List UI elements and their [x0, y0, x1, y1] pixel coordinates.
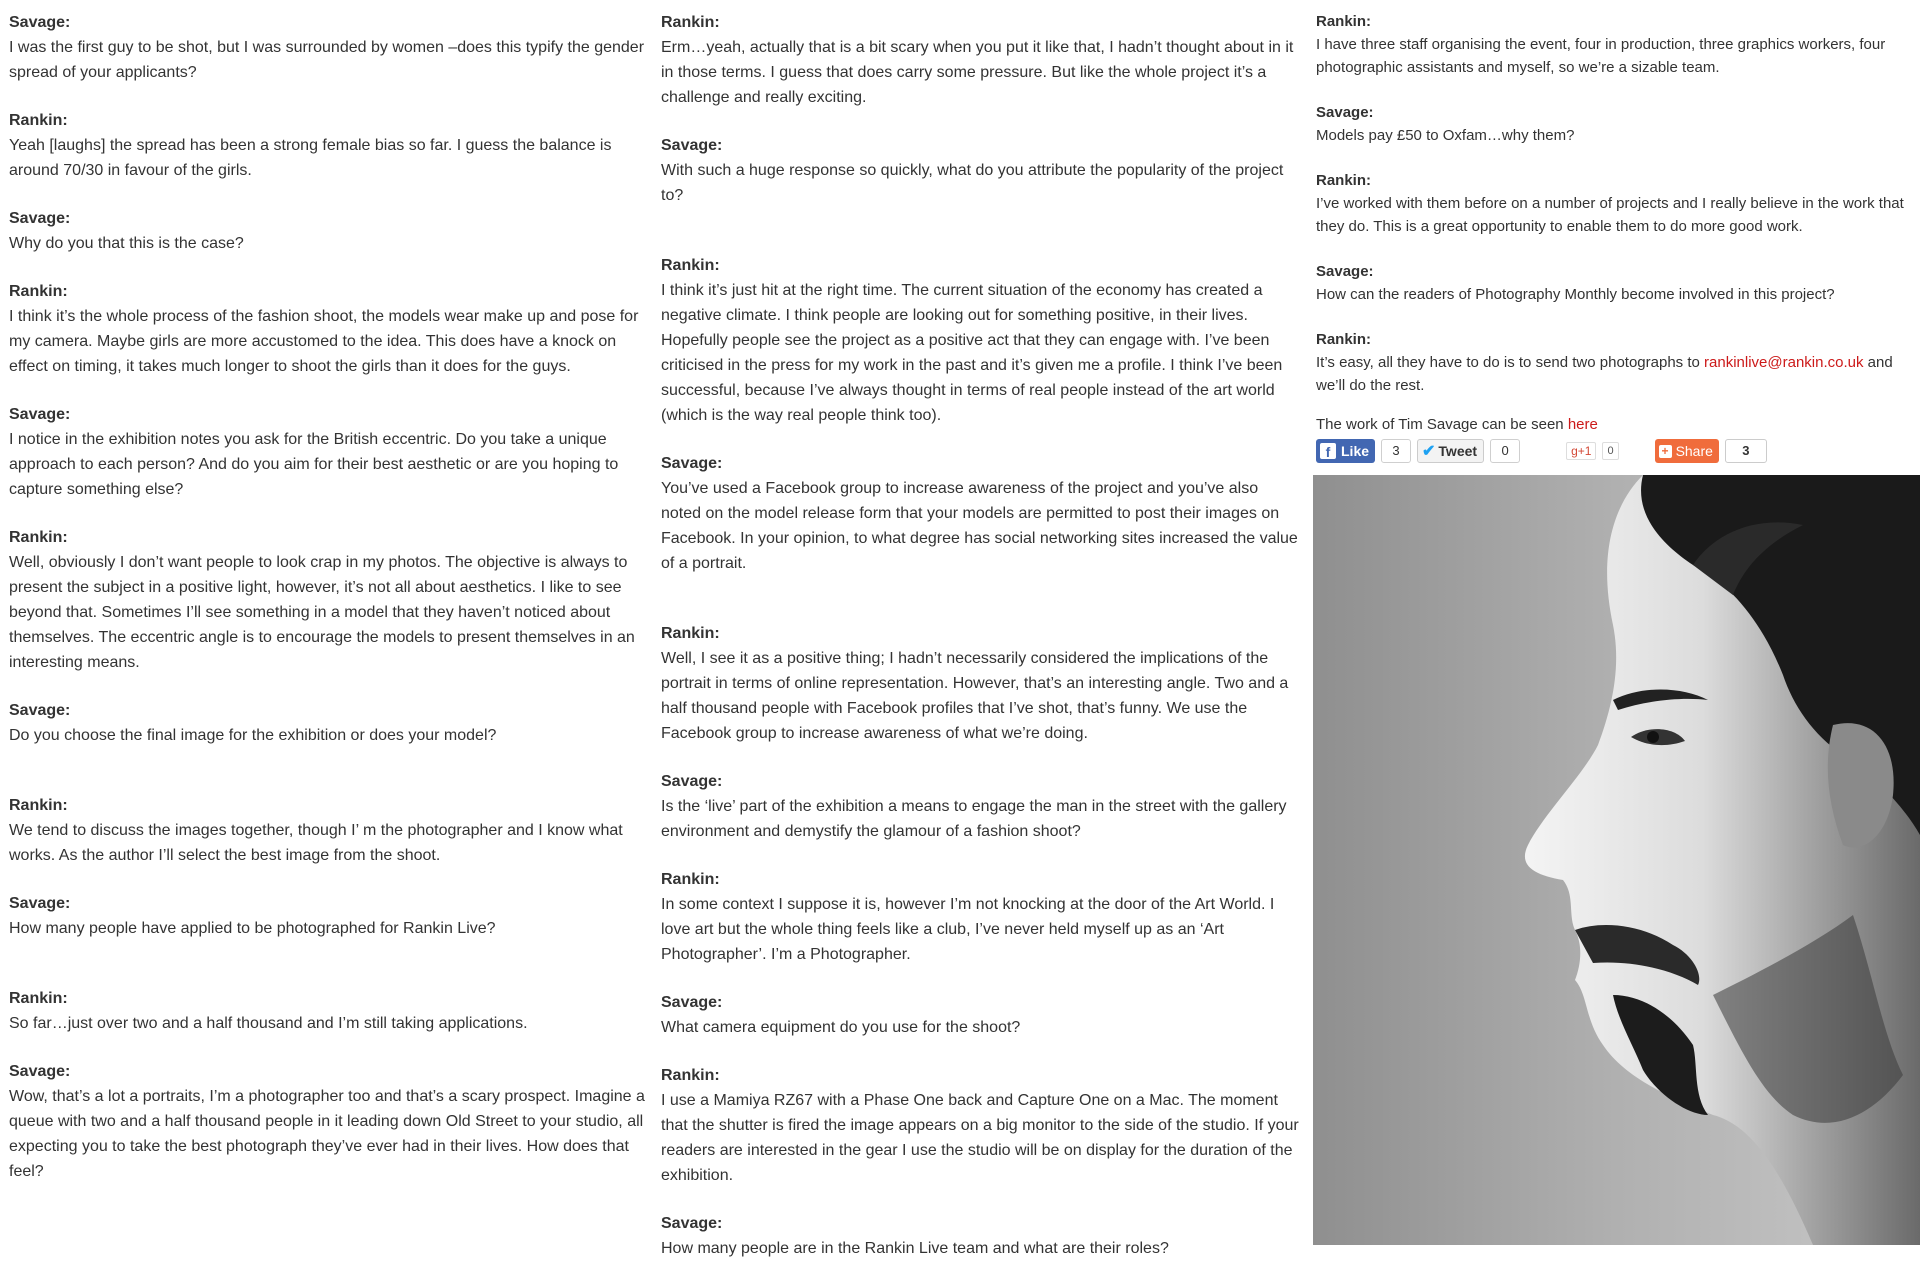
speaker: Rankin:	[661, 625, 720, 642]
speech: In some context I suppose it is, however I’m not knocking at the door of the Art World. I love art but the whole thing feels like a club, I’ve never held myself up as an ‘Art Photographer’. I’m a Photographer.	[661, 896, 1275, 963]
speaker: Savage:	[661, 137, 723, 154]
speech: Why do you that this is the case?	[9, 235, 244, 252]
speaker: Savage:	[1316, 104, 1374, 121]
portrait-photo	[1313, 475, 1920, 1245]
tweet-label: Tweet	[1438, 443, 1478, 459]
speaker: Rankin:	[9, 990, 68, 1007]
qa-block	[9, 206, 645, 256]
speech-part: It’s easy, all they have to do is to send two photographs to	[1316, 354, 1705, 371]
speaker: Savage:	[1316, 263, 1374, 280]
email-link[interactable]: rankinlive@rankin.co.uk	[1704, 354, 1864, 371]
google-plus-icon: g	[1571, 444, 1578, 458]
speech-part: and we’ll do the rest.	[1316, 354, 1893, 394]
speaker: Savage:	[9, 702, 71, 719]
speaker: Savage:	[9, 895, 71, 912]
speaker: Savage:	[9, 406, 71, 423]
qa-block	[661, 133, 1301, 208]
like-count: 3	[1381, 439, 1411, 463]
tweet-count: 0	[1490, 439, 1520, 463]
speaker: Savage:	[661, 455, 723, 472]
qa-block	[1316, 169, 1916, 238]
speech: Wow, that’s a lot a portraits, I’m a photographer too and that’s a scary prospect. Imagine a queue with two and a half thousand people in it leading down Old Street to your studio, all expecting you to take the best photograph they’ve ever had in their lives. How does that feel?	[9, 1088, 645, 1180]
qa-block	[9, 108, 645, 183]
qa-block	[9, 10, 645, 85]
speaker: Rankin:	[661, 1067, 720, 1084]
qa-block	[1316, 260, 1916, 306]
qa-block	[9, 525, 645, 675]
qa-block	[9, 891, 645, 941]
speech: Well, obviously I don’t want people to look crap in my photos. The objective is always to present the subject in a positive light, however, it’s not all about aesthetics. I like to see beyond that. Sometimes I’ll see something in a model that they haven’t noticed about themselves. The eccentric angle is to encourage the models to present themselves in an interesting means.	[9, 554, 635, 671]
twitter-bird-icon: ✔	[1422, 443, 1436, 460]
speech: How many people have applied to be photographed for Rankin Live?	[9, 920, 496, 937]
speech: Erm…yeah, actually that is a bit scary when you put it like that, I hadn’t thought about in it in those terms. I guess that does carry some pressure. But like the whole project it’s a challenge and really exciting.	[661, 39, 1294, 106]
qa-block	[9, 1059, 645, 1184]
qa-block	[661, 10, 1301, 110]
speaker: Savage:	[661, 994, 723, 1011]
speech: With such a huge response so quickly, what do you attribute the popularity of the project to?	[661, 162, 1284, 204]
qa-block	[661, 1211, 1301, 1261]
speech: I have three staff organising the event, four in production, three graphics workers, four photographic assistants and myself, so we’re a sizable team.	[1316, 36, 1886, 76]
share-bar	[1316, 437, 1916, 465]
speech: Well, I see it as a positive thing; I hadn’t necessarily considered the implications of the portrait in terms of online representation. However, that’s an interesting angle. Two and a half thousand people with Facebook profiles that I’ve shot, that’s funny. We use the Facebook group to increase awareness of what we’re doing.	[661, 650, 1289, 742]
qa-block	[661, 769, 1301, 844]
speech: So far…just over two and a half thousand and I’m still taking applications.	[9, 1015, 528, 1032]
speech: I think it’s just hit at the right time. The current situation of the economy has created a negative climate. I think people are looking out for something positive, in their lives. Hopefully people see the project as a positive act that they can engage with. I’ve been criticised in the press for my work in the past and it’s given me a profile. I think I’ve been successful, because I’ve always thought in terms of real people instead of the art world (which is the way real people think too).	[661, 282, 1283, 424]
speaker: Savage:	[9, 1063, 71, 1080]
speaker: Rankin:	[9, 112, 68, 129]
qa-block	[1316, 328, 1916, 397]
speech: How many people are in the Rankin Live team and what are their roles?	[661, 1240, 1169, 1257]
speaker: Rankin:	[661, 871, 720, 888]
interview-column-3	[1316, 10, 1916, 465]
qa-block	[1316, 101, 1916, 147]
speech: I notice in the exhibition notes you ask for the British eccentric. Do you take a unique approach to each person? And do you aim for their best aesthetic or are you hoping to capture something else?	[9, 431, 619, 498]
qa-block	[661, 253, 1301, 428]
speaker: Rankin:	[661, 257, 720, 274]
portrait-profile-illustration	[1313, 475, 1920, 1245]
speaker: Rankin:	[1316, 331, 1372, 348]
speech: I use a Mamiya RZ67 with a Phase One back and Capture One on a Mac. The moment that the shutter is fired the image appears on a big monitor to the side of the studio. If your readers are interested in the gear I use the studio will be on display for the duration of the exhibition.	[661, 1092, 1299, 1184]
like-label: Like	[1341, 443, 1370, 459]
qa-block	[1316, 10, 1916, 79]
speaker: Rankin:	[9, 529, 68, 546]
speech: Yeah [laughs] the spread has been a strong female bias so far. I guess the balance is around 70/30 in favour of the girls.	[9, 137, 612, 179]
qa-block	[661, 451, 1301, 576]
speech: We tend to discuss the images together, though I’ m the photographer and I know what works. As the author I’ll select the best image from the shoot.	[9, 822, 623, 864]
share-count: 3	[1725, 439, 1767, 463]
qa-block	[9, 793, 645, 868]
facebook-icon: f	[1320, 443, 1336, 459]
speech: Do you choose the final image for the exhibition or does your model?	[9, 727, 497, 744]
photo-credit	[1316, 415, 1916, 435]
speech	[1316, 351, 1916, 397]
interview-column-1	[9, 10, 645, 1207]
qa-block	[661, 990, 1301, 1040]
tweet-button[interactable]	[1417, 439, 1484, 463]
qa-block	[661, 621, 1301, 746]
qa-block	[661, 867, 1301, 967]
qa-block	[9, 986, 645, 1036]
gplus-count: 0	[1602, 442, 1618, 460]
share-label: Share	[1675, 443, 1713, 459]
qa-block	[661, 1063, 1301, 1188]
speech: What camera equipment do you use for the shoot?	[661, 1019, 1021, 1036]
speaker: Rankin:	[9, 283, 68, 300]
speech: I was the first guy to be shot, but I was surrounded by women –does this typify the gender spread of your applicants?	[9, 39, 645, 81]
speech: How can the readers of Photography Monthly become involved in this project?	[1316, 286, 1835, 303]
speaker: Rankin:	[1316, 172, 1372, 189]
speaker: Savage:	[9, 14, 71, 31]
google-plus-button[interactable]	[1566, 442, 1596, 460]
plus-icon: +	[1659, 445, 1672, 458]
credit-text: The work of Tim Savage can be seen	[1316, 416, 1568, 433]
speaker: Savage:	[9, 210, 71, 227]
speech: Models pay £50 to Oxfam…why them?	[1316, 127, 1575, 144]
speaker: Savage:	[661, 773, 723, 790]
facebook-like-button[interactable]	[1316, 439, 1375, 463]
qa-block	[9, 402, 645, 502]
speaker: Rankin:	[1316, 13, 1372, 30]
speaker: Savage:	[661, 1215, 723, 1232]
credit-link[interactable]: here	[1567, 416, 1598, 433]
speech: I’ve worked with them before on a number of projects and I really believe in the work that they do. This is a great opportunity to enable them to do more good work.	[1316, 195, 1904, 235]
speaker: Rankin:	[9, 797, 68, 814]
qa-block	[9, 698, 645, 748]
speaker: Rankin:	[661, 14, 720, 31]
share-button[interactable]	[1655, 439, 1719, 463]
speech: Is the ‘live’ part of the exhibition a means to engage the man in the street with the gallery environment and demystify the glamour of a fashion shoot?	[661, 798, 1287, 840]
interview-column-2	[661, 10, 1301, 1284]
gplus-label: +1	[1577, 444, 1592, 458]
qa-block	[9, 279, 645, 379]
speech: I think it’s the whole process of the fashion shoot, the models wear make up and pose for my camera. Maybe girls are more accustomed to the idea. This does have a knock on effect on timing, it takes much longer to shoot the girls than it does for the guys.	[9, 308, 639, 375]
speech: You’ve used a Facebook group to increase awareness of the project and you’ve also noted on the model release form that your models are permitted to post their images on Facebook. In your opinion, to what degree has social networking sites increased the value of a portrait.	[661, 480, 1298, 572]
